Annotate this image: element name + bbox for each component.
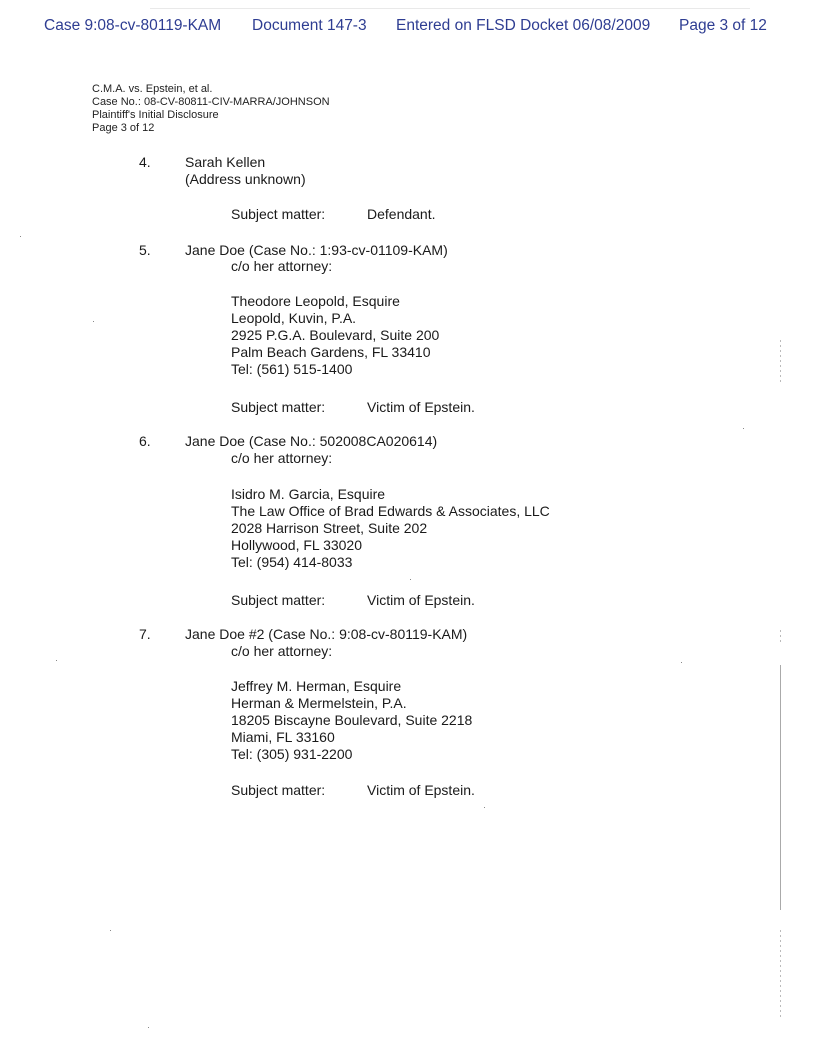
scan-speck — [484, 807, 485, 808]
attorney-name: Isidro M. Garcia, Esquire — [231, 486, 386, 502]
scan-edge-mark — [780, 340, 781, 385]
header-entered-date: Entered on FLSD Docket 06/08/2009 — [396, 17, 651, 34]
law-firm: Leopold, Kuvin, P.A. — [231, 310, 357, 326]
subject-matter-row — [231, 782, 475, 798]
scan-speck — [681, 662, 682, 663]
caption-page: Page 3 of 12 — [92, 122, 155, 134]
subject-matter-label: Subject matter: — [231, 399, 326, 415]
attorney-name: Jeffrey M. Herman, Esquire — [231, 678, 402, 694]
city-state-zip: Miami, FL 33160 — [231, 729, 335, 745]
entry-name: Jane Doe #2 (Case No.: 9:08-cv-80119-KAM) — [185, 626, 468, 642]
scan-speck — [743, 428, 744, 429]
law-firm: Herman & Mermelstein, P.A. — [231, 695, 407, 711]
subject-matter-value: Victim of Epstein. — [367, 782, 475, 798]
city-state-zip: Hollywood, FL 33020 — [231, 537, 363, 553]
scan-edge-mark — [780, 665, 781, 910]
court-docket-header — [0, 17, 816, 39]
city-state-zip: Palm Beach Gardens, FL 33410 — [231, 344, 431, 360]
caption-document-title: Plaintiff's Initial Disclosure — [92, 109, 219, 121]
telephone: Tel: (305) 931-2200 — [231, 746, 353, 762]
attorney-name: Theodore Leopold, Esquire — [231, 293, 400, 309]
subject-matter-label: Subject matter: — [231, 592, 326, 608]
scan-top-rule — [150, 8, 750, 9]
entry-care-of: c/o her attorney: — [231, 643, 333, 659]
telephone: Tel: (954) 414-8033 — [231, 554, 353, 570]
attorney-contact-block — [231, 293, 439, 378]
subject-matter-row — [231, 399, 475, 415]
scan-edge-mark — [780, 930, 781, 1020]
subject-matter-value: Victim of Epstein. — [367, 592, 475, 608]
case-caption — [92, 83, 330, 135]
attorney-contact-block — [231, 486, 550, 571]
subject-matter-row — [231, 592, 475, 608]
subject-matter-row — [231, 206, 436, 222]
header-document-number: Document 147-3 — [252, 17, 367, 34]
header-page-number: Page 3 of 12 — [679, 17, 767, 34]
law-firm: The Law Office of Brad Edwards & Associates, LLC — [231, 503, 550, 519]
entry-name: Sarah Kellen — [185, 154, 266, 170]
attorney-contact-block — [231, 678, 472, 763]
scan-speck — [20, 236, 21, 237]
caption-case-number: Case No.: 08-CV-80811-CIV-MARRA/JOHNSON — [92, 96, 330, 108]
entry-number: 5. — [139, 242, 151, 258]
scan-speck — [93, 321, 94, 322]
entry-note: (Address unknown) — [185, 171, 306, 187]
entry-number: 4. — [139, 154, 151, 170]
entry-care-of: c/o her attorney: — [231, 258, 333, 274]
caption-parties: C.M.A. vs. Epstein, et al. — [92, 83, 213, 95]
scan-speck — [148, 1027, 149, 1028]
subject-matter-label: Subject matter: — [231, 206, 326, 222]
telephone: Tel: (561) 515-1400 — [231, 361, 353, 377]
scan-speck — [56, 660, 57, 661]
entry-name: Jane Doe (Case No.: 1:93-cv-01109-KAM) — [185, 242, 448, 258]
scan-speck — [110, 930, 111, 931]
entry-number: 6. — [139, 433, 151, 449]
street-address: 2028 Harrison Street, Suite 202 — [231, 520, 428, 536]
entry-care-of: c/o her attorney: — [231, 450, 333, 466]
street-address: 2925 P.G.A. Boulevard, Suite 200 — [231, 327, 440, 343]
subject-matter-value: Victim of Epstein. — [367, 399, 475, 415]
subject-matter-label: Subject matter: — [231, 782, 326, 798]
scan-speck — [410, 579, 411, 580]
street-address: 18205 Biscayne Boulevard, Suite 2218 — [231, 712, 473, 728]
subject-matter-value: Defendant. — [367, 206, 436, 222]
entry-name: Jane Doe (Case No.: 502008CA020614) — [185, 433, 438, 449]
header-case-number: Case 9:08-cv-80119-KAM — [44, 17, 222, 34]
entry-number: 7. — [139, 626, 151, 642]
scan-edge-mark — [780, 630, 781, 645]
